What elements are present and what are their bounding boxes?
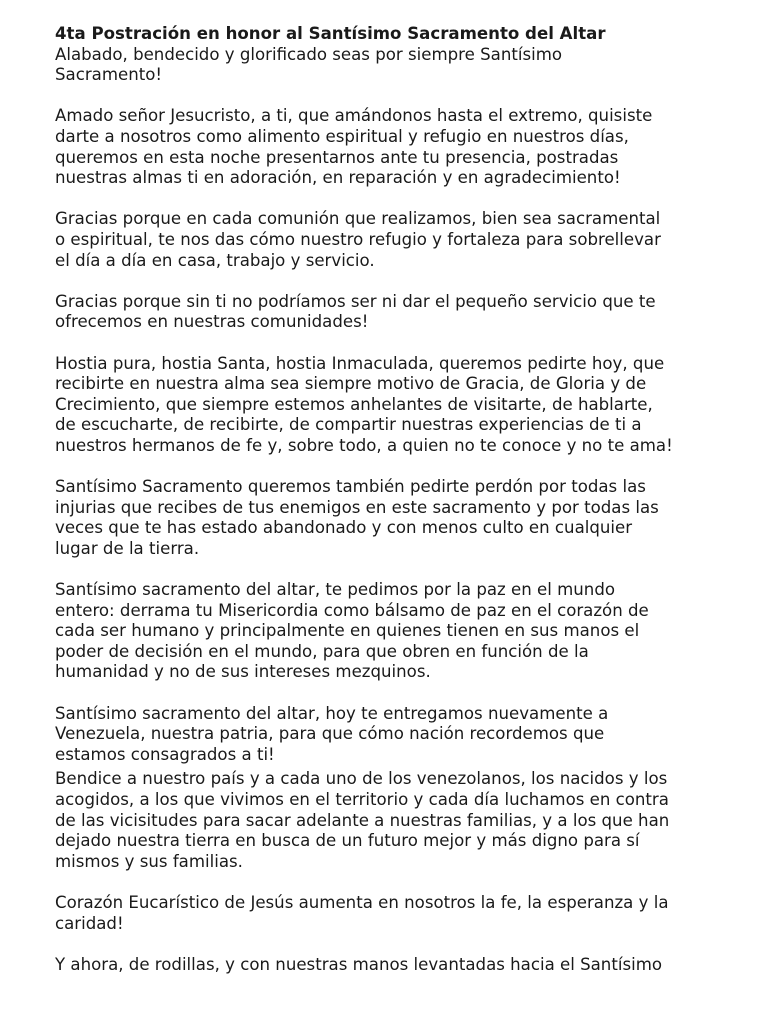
paragraph-venezuela: Santísimo sacramento del altar, hoy te entregamos nuevamente a Venezuela, nuestra patria, para que cómo nación recordemos que estamos consagrados a ti! [55, 703, 609, 764]
paragraph-corazon: Corazón Eucarístico de Jesús aumenta en nosotros la fe, la esperanza y la caridad! [55, 892, 669, 933]
paragraph-amado: Amado señor Jesucristo, a ti, que amándonos hasta el extremo, quisiste darte a nosotros como alimento espiritual y refugio en nuestros días, queremos en esta noche presentarnos ante tu presencia, postradas nuestras almas ti en adoración, en reparación y en agradecimiento! [55, 106, 653, 188]
paragraph-rodillas: Y ahora, de rodillas, y con nuestras manos levantadas hacia el Santísimo [55, 954, 663, 974]
paragraph-paz: Santísimo sacramento del altar, te pedimos por la paz en el mundo entero: derrama tu Misericordia como bálsamo de paz en el corazón de cada ser humano y principalmente en quienes tienen en sus manos el poder de decisión en el mundo, para que obren en función de la humanidad y no de sus intereses mezquinos. [55, 580, 649, 682]
paragraph-perdon: Santísimo Sacramento queremos también pedirte perdón por todas las injurias que recibes de tus enemigos en este sacramento y por todas las veces que te has estado abandonado y con menos culto en cualquier lugar de la tierra. [55, 477, 659, 558]
paragraph-gap [55, 271, 755, 292]
paragraph-hostia: Hostia pura, hostia Santa, hostia Inmaculada, queremos pedirte hoy, que recibirte en nuestra alma sea siempre motivo de Gracia, de Gloria y de Crecimiento, que siempre estemos anhelantes de visitarte, de hablarte, de escucharte, de recibirte, de compartir nuestras experiencias de ti a nuestros hermanos de fe y, sobre todo, a quien no te conoce y no te ama! [55, 353, 673, 455]
paragraph-gap [55, 86, 755, 107]
paragraph-gap [55, 559, 755, 580]
paragraph-gap [55, 189, 755, 210]
paragraph-gracias-servicio: Gracias porque sin ti no podríamos ser ni dar el pequeño servicio que te ofrecemos en nuestras comunidades! [55, 291, 656, 332]
document-title: 4ta Postración en honor al Santísimo Sacramento del Altar [55, 24, 606, 43]
document-page [55, 24, 755, 975]
paragraph-gracias-comunion: Gracias porque en cada comunión que realizamos, bien sea sacramental o espiritual, te nos das cómo nuestro refugio y fortaleza para sobrellevar el día a día en casa, trabajo y servicio. [55, 209, 661, 270]
paragraph-intro: Alabado, bendecido y glorificado seas por siempre Santísimo Sacramento! [55, 44, 563, 85]
paragraph-gap [55, 872, 755, 893]
paragraph-bendice: Bendice a nuestro país y a cada uno de los venezolanos, los nacidos y los acogidos, a los que vivimos en el territorio y cada día luchamos en contra de las vicisitudes para sacar adelante a nuestras familias, y a los que han dejado nuestra tierra en busca de un futuro mejor y más digno para sí mismos y sus familias. [55, 769, 670, 871]
paragraph-gap [55, 333, 755, 354]
paragraph-gap [55, 934, 755, 955]
paragraph-gap [55, 683, 755, 704]
paragraph-gap [55, 456, 755, 477]
